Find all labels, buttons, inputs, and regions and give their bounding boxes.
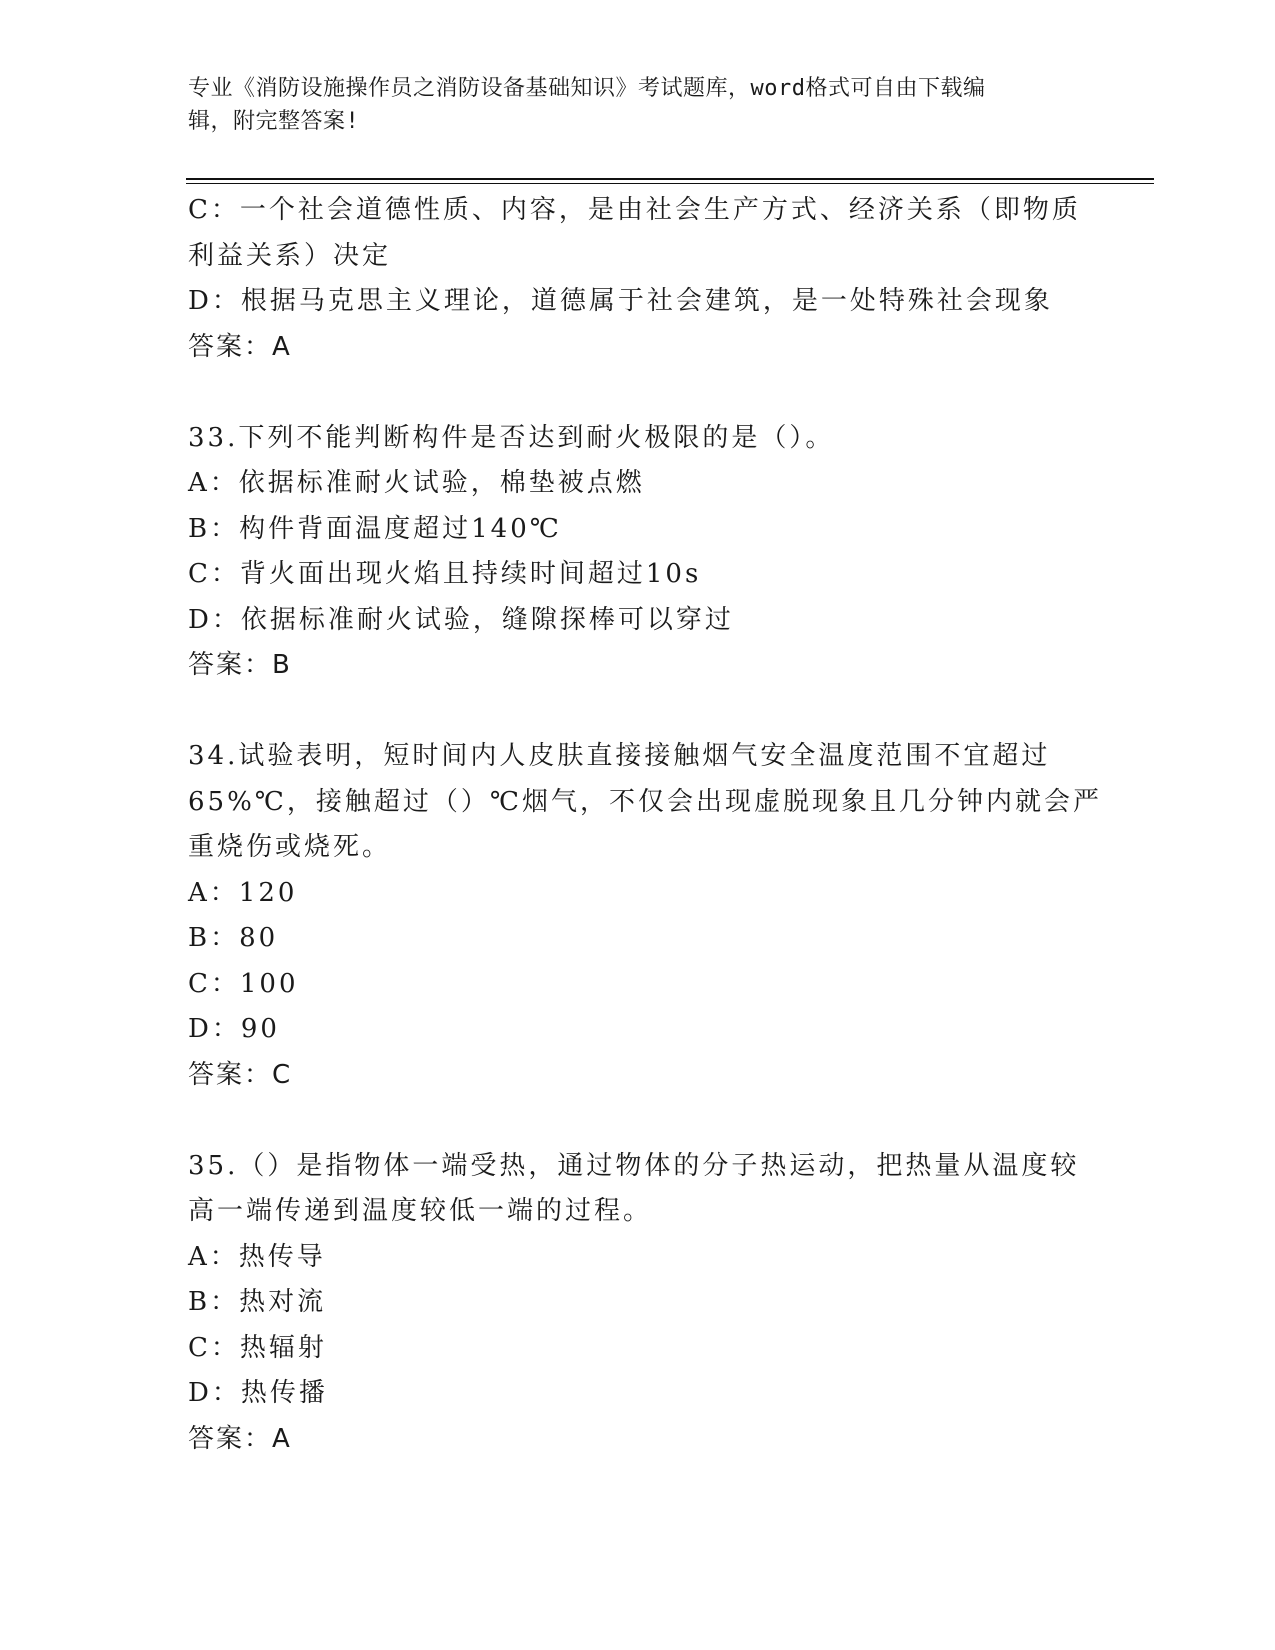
option-a: A：120 xyxy=(188,877,298,908)
question-35 xyxy=(188,1144,1088,1463)
question-stem-line-1: 35.（）是指物体一端受热，通过物体的分子热运动，把热量从温度较 xyxy=(188,1150,1080,1181)
answer-line: 答案：A xyxy=(188,331,292,362)
option-b: B：80 xyxy=(188,923,279,953)
question-stem-line-2: 65%℃，接触超过（）℃烟气，不仅会出现虚脱现象且几分钟内就会严 xyxy=(188,786,1102,817)
option-a: A：热传导 xyxy=(188,1241,326,1272)
option-c-line-1: C：一个社会道德性质、内容，是由社会生产方式、经济关系（即物质 xyxy=(188,195,1081,225)
answer-line: 答案：A xyxy=(188,1423,292,1454)
spacer xyxy=(188,370,1088,416)
option-d: D：90 xyxy=(188,1014,280,1044)
option-c: C：100 xyxy=(188,968,299,999)
option-c-line-2: 利益关系）决定 xyxy=(188,240,392,271)
document-body xyxy=(188,188,1102,1462)
option-c: C：背火面出现火焰且持续时间超过10s xyxy=(188,559,702,589)
option-d: D：依据标准耐火试验，缝隙探棒可以穿过 xyxy=(188,604,734,635)
spacer xyxy=(188,689,1088,735)
question-34 xyxy=(188,734,1102,1098)
option-d: D：根据马克思主义理论，道德属于社会建筑，是一处特殊社会现象 xyxy=(188,286,1053,316)
header-line-1: 专业《消防设施操作员之消防设备基础知识》考试题库，word格式可自由下载编 xyxy=(188,76,986,101)
question-stem: 33.下列不能判断构件是否达到耐火极限的是（）。 xyxy=(188,422,835,453)
header-divider-thick xyxy=(186,178,1154,180)
answer-line: 答案：B xyxy=(188,650,292,680)
answer-line: 答案：C xyxy=(188,1059,293,1090)
option-b: B：热对流 xyxy=(188,1287,327,1317)
header-line-2: 辑，附完整答案! xyxy=(188,109,360,134)
spacer xyxy=(188,1098,1088,1144)
previous-question-tail xyxy=(188,188,1088,370)
option-a: A：依据标准耐火试验，棉垫被点燃 xyxy=(188,468,645,498)
option-d: D：热传播 xyxy=(188,1378,328,1408)
question-stem-line-3: 重烧伤或烧死。 xyxy=(188,832,392,862)
option-b: B：构件背面温度超过140℃ xyxy=(188,513,562,544)
question-stem-line-2: 高一端传递到温度较低一端的过程。 xyxy=(188,1196,653,1226)
question-33 xyxy=(188,416,1088,689)
question-stem-line-1: 34.试验表明，短时间内人皮肤直接接触烟气安全温度范围不宜超过 xyxy=(188,741,1051,771)
option-c: C：热辐射 xyxy=(188,1332,327,1363)
document-header xyxy=(188,72,1068,138)
header-divider-thin xyxy=(186,183,1154,184)
